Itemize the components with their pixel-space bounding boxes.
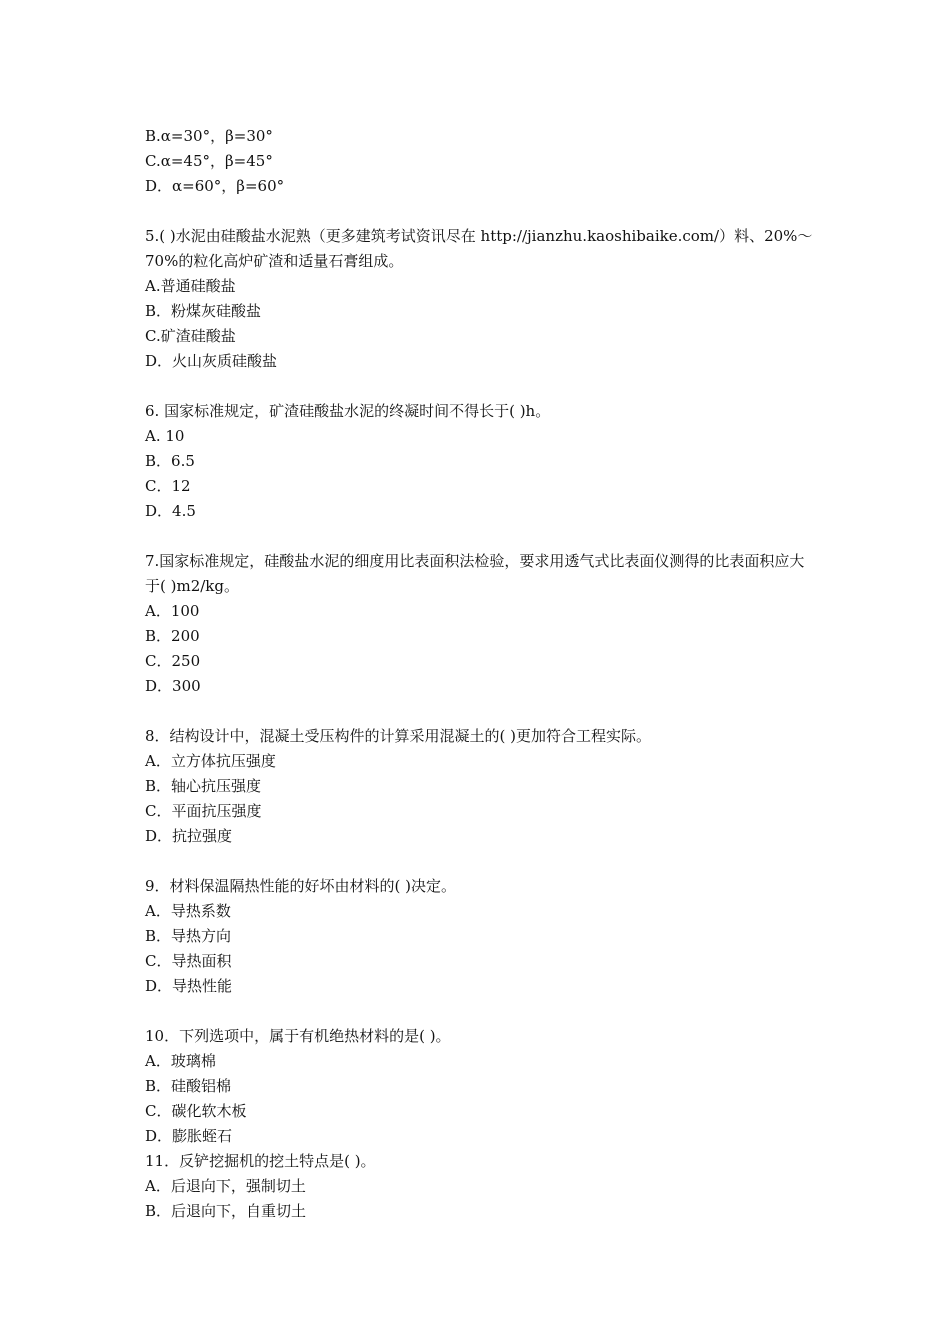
option-6a: A. 10 (145, 427, 185, 445)
option-6d: D．4.5 (145, 502, 196, 520)
question-11-text: 11．反铲挖掘机的挖土特点是( )。 (145, 1152, 376, 1170)
question-7-text: 7.国家标准规定，硅酸盐水泥的细度用比表面积法检验，要求用透气式比表面仪测得的比表面积应大于( )m2/kg。 (145, 552, 805, 595)
spacer (145, 374, 815, 399)
question-block-4-continued (145, 124, 815, 199)
question-block-7 (145, 549, 815, 699)
spacer (145, 999, 815, 1024)
option-10d: D．膨胀蛭石 (145, 1127, 233, 1145)
option-8d: D．抗拉强度 (145, 827, 233, 845)
option-5c: C.矿渣硅酸盐 (145, 327, 236, 345)
option-9c: C．导热面积 (145, 952, 232, 970)
question-block-5 (145, 224, 815, 374)
spacer (145, 699, 815, 724)
option-9b: B．导热方向 (145, 927, 232, 945)
question-8-text: 8．结构设计中，混凝土受压构件的计算采用混凝土的( )更加符合工程实际。 (145, 727, 652, 745)
option-6c: C．12 (145, 477, 191, 495)
option-8c: C．平面抗压强度 (145, 802, 262, 820)
option-5d: D．火山灰质硅酸盐 (145, 352, 278, 370)
option-9a: A．导热系数 (145, 902, 231, 920)
question-block-9 (145, 874, 815, 999)
option-7a: A．100 (145, 602, 200, 620)
option-5b: B．粉煤灰硅酸盐 (145, 302, 262, 320)
option-4b: B.α=30°，β=30° (145, 127, 273, 145)
option-8b: B．轴心抗压强度 (145, 777, 262, 795)
option-10a: A．玻璃棉 (145, 1052, 216, 1070)
question-6-text: 6. 国家标准规定，矿渣硅酸盐水泥的终凝时间不得长于( )h。 (145, 402, 551, 420)
option-11b: B．后退向下，自重切土 (145, 1202, 307, 1220)
question-5-text: 5.( )水泥由硅酸盐水泥熟（更多建筑考试资讯尽在 http://jianzhu.kaoshibaike.com/）料、20%～70%的粒化高炉矿渣和适量石膏组成。 (145, 227, 813, 270)
option-4d: D．α=60°，β=60° (145, 177, 285, 195)
option-8a: A．立方体抗压强度 (145, 752, 276, 770)
option-11a: A．后退向下，强制切土 (145, 1177, 306, 1195)
option-10b: B．硅酸铝棉 (145, 1077, 232, 1095)
spacer (145, 199, 815, 224)
document-page (145, 124, 815, 1224)
option-4c: C.α=45°，β=45° (145, 152, 273, 170)
spacer (145, 849, 815, 874)
option-5a: A.普通硅酸盐 (145, 277, 236, 295)
question-9-text: 9．材料保温隔热性能的好坏由材料的( )决定。 (145, 877, 457, 895)
question-block-8 (145, 724, 815, 849)
option-7b: B．200 (145, 627, 200, 645)
question-block-6 (145, 399, 815, 524)
option-6b: B．6.5 (145, 452, 195, 470)
question-block-10 (145, 1024, 815, 1149)
option-9d: D．导热性能 (145, 977, 233, 995)
question-10-text: 10．下列选项中，属于有机绝热材料的是( )。 (145, 1027, 451, 1045)
option-7d: D．300 (145, 677, 201, 695)
option-7c: C．250 (145, 652, 201, 670)
option-10c: C．碳化软木板 (145, 1102, 247, 1120)
question-block-11 (145, 1149, 815, 1224)
spacer (145, 524, 815, 549)
